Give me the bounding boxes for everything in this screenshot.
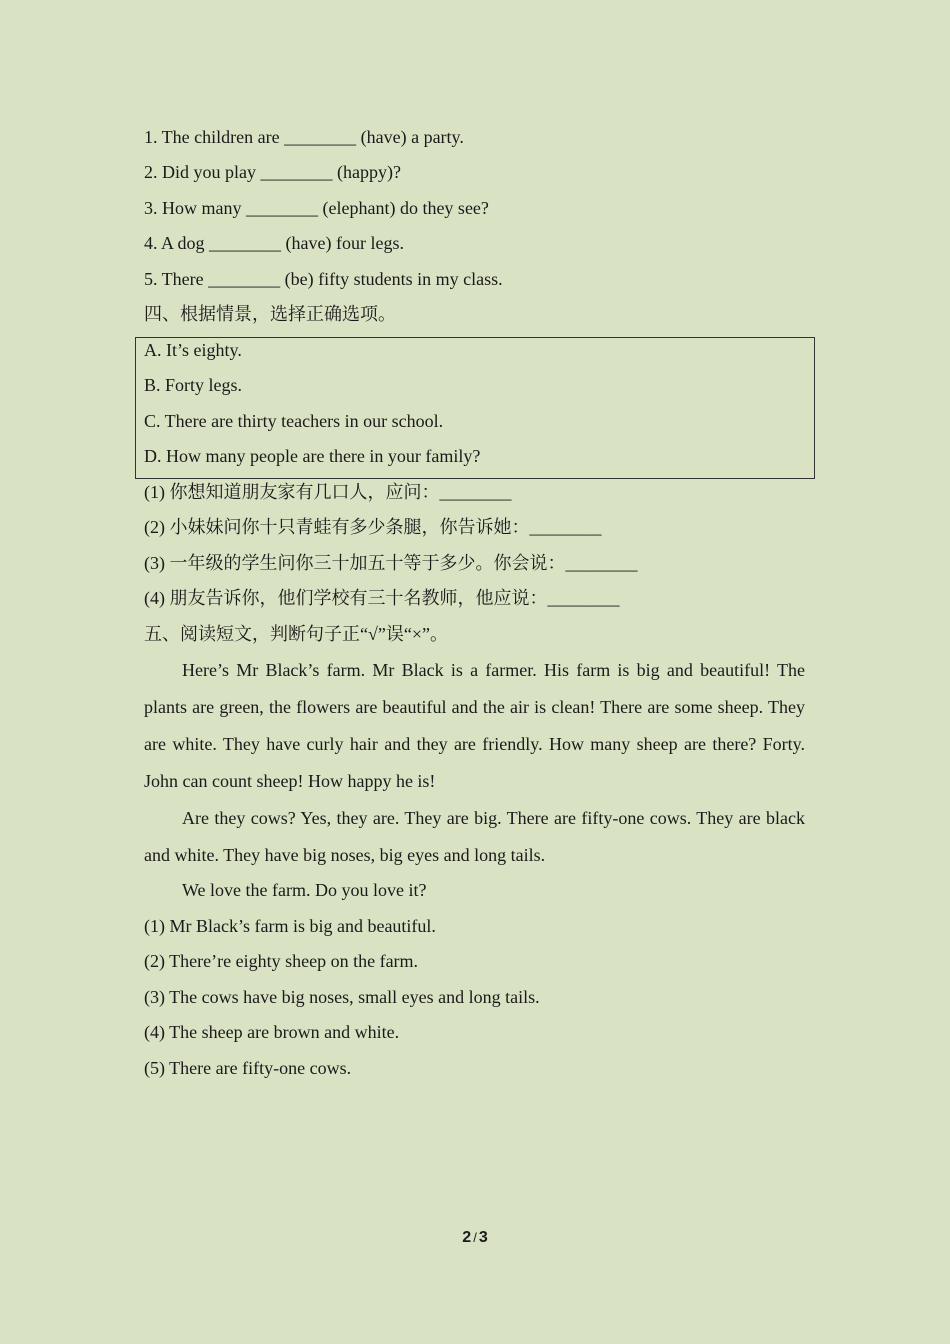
statement-3: (3) The cows have big noses, small eyes and long tails. <box>144 987 540 1007</box>
fill-item-1: 1. The children are ________ (have) a party. <box>144 127 464 147</box>
option-a: A. It’s eighty. <box>144 340 242 360</box>
page-total: 3 <box>478 1229 488 1246</box>
statement-4: (4) The sheep are brown and white. <box>144 1022 400 1042</box>
statement-5: (5) There are fifty-one cows. <box>144 1058 352 1078</box>
statement-2: (2) There’re eighty sheep on the farm. <box>144 951 419 971</box>
situation-question-3: (3) 一年级的学生问你三十加五十等于多少。你会说：________ <box>144 553 638 573</box>
fill-item-3: 3. How many ________ (elephant) do they see? <box>144 198 489 218</box>
fill-item-4: 4. A dog ________ (have) four legs. <box>144 233 404 253</box>
reading-paragraph-3: We love the farm. Do you love it? <box>182 880 427 900</box>
situation-question-2: (2) 小妹妹问你十只青蛙有多少条腿，你告诉她：________ <box>144 517 602 537</box>
page-separator: / <box>473 1230 477 1245</box>
statement-1: (1) Mr Black’s farm is big and beautiful. <box>144 916 436 936</box>
situation-question-4: (4) 朋友告诉你，他们学校有三十名教师，他应说：________ <box>144 588 620 608</box>
option-d: D. How many people are there in your family? <box>144 446 481 466</box>
fill-item-5: 5. There ________ (be) fifty students in my class. <box>144 269 503 289</box>
option-b: B. Forty legs. <box>144 375 243 395</box>
reading-paragraph-2: Are they cows? Yes, they are. They are big. There are fifty-one cows. They are black and white. They have big noses, big eyes and long tails. <box>144 808 805 865</box>
fill-item-2: 2. Did you play ________ (happy)? <box>144 162 401 182</box>
page-number <box>0 1229 950 1247</box>
option-c: C. There are thirty teachers in our school. <box>144 411 444 431</box>
page-current: 2 <box>462 1229 472 1246</box>
section-4-heading: 四、根据情景，选择正确选项。 <box>144 304 396 324</box>
reading-paragraph-1: Here’s Mr Black’s farm. Mr Black is a farmer. His farm is big and beautiful! The plants are green, the flowers are beautiful and the air is clean! There are some sheep. They are white. They have curly hair and they are friendly. How many sheep are there? Forty. John can count sheep! How happy he is! <box>144 660 805 791</box>
situation-question-1: (1) 你想知道朋友家有几口人，应问：________ <box>144 482 512 502</box>
section-5-heading: 五、阅读短文，判断句子正“√”误“×”。 <box>144 624 448 644</box>
